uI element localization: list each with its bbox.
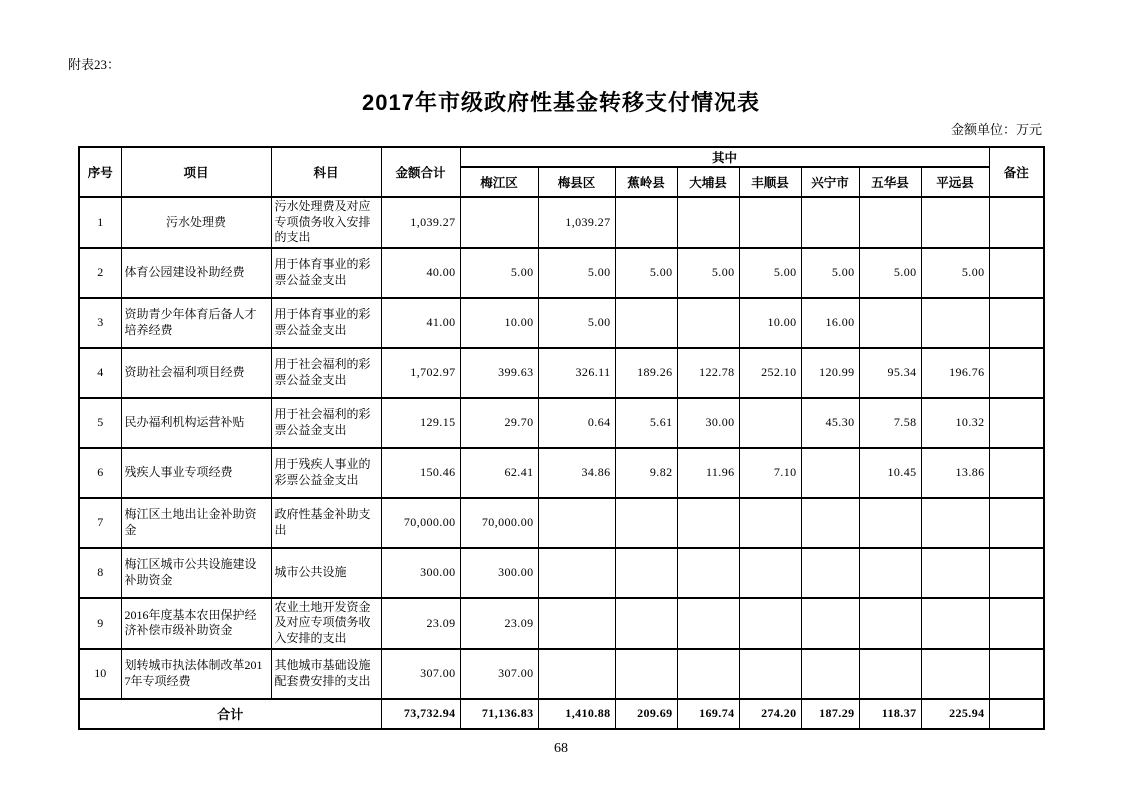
cell-region-value: 30.00 [677,398,739,448]
total-row [79,699,1044,729]
cell-region-value: 5.00 [677,248,739,298]
cell-project: 梅江区土地出让金补助资金 [121,498,271,548]
col-header-region: 梅县区 [538,167,615,197]
table-row [79,498,1044,548]
cell-subject: 城市公共设施 [271,548,381,598]
cell-region-value: 5.00 [538,298,615,348]
col-header-subject: 科目 [271,147,381,197]
cell-region-value: 45.30 [801,398,859,448]
cell-region-value [739,598,801,649]
cell-project: 梅江区城市公共设施建设补助资金 [121,548,271,598]
cell-region-value: 10.45 [859,448,921,498]
cell-region-value [921,649,989,699]
cell-seq: 10 [79,649,121,699]
table-row [79,649,1044,699]
cell-region-value: 252.10 [739,348,801,398]
cell-region-value: 29.70 [460,398,538,448]
cell-project: 民办福利机构运营补贴 [121,398,271,448]
table-row [79,248,1044,298]
cell-region-value [801,548,859,598]
cell-subject: 政府性基金补助支出 [271,498,381,548]
cell-region-value [921,197,989,248]
cell-region-value: 7.10 [739,448,801,498]
page-number: 68 [554,741,568,756]
cell-region-value: 10.00 [460,298,538,348]
cell-amount-total: 41.00 [381,298,460,348]
col-header-among: 其中 [460,147,989,167]
cell-region-value: 5.00 [859,248,921,298]
table-row [79,348,1044,398]
cell-remark [989,197,1044,248]
col-header-project: 项目 [121,147,271,197]
cell-amount-total: 70,000.00 [381,498,460,548]
col-header-amount-total: 金额合计 [381,147,460,197]
table-row [79,548,1044,598]
cell-subject: 用于残疾人事业的彩票公益金支出 [271,448,381,498]
cell-seq: 9 [79,598,121,649]
cell-seq: 7 [79,498,121,548]
cell-region-value: 5.00 [739,248,801,298]
cell-subject: 用于社会福利的彩票公益金支出 [271,398,381,448]
cell-amount-total: 40.00 [381,248,460,298]
cell-seq: 4 [79,348,121,398]
cell-amount-total: 1,039.27 [381,197,460,248]
table-row [79,197,1044,248]
cell-region-value: 5.00 [801,248,859,298]
cell-region-value [538,548,615,598]
cell-region-value [801,197,859,248]
col-header-region: 五华县 [859,167,921,197]
col-header-region: 平远县 [921,167,989,197]
appendix-label: 附表23： [68,57,121,72]
table-row [79,598,1044,649]
cell-region-value [921,598,989,649]
cell-region-value [677,197,739,248]
cell-remark [989,298,1044,348]
cell-region-value [615,598,677,649]
cell-region-value: 307.00 [460,649,538,699]
cell-region-value [739,197,801,248]
cell-region-value [859,197,921,248]
cell-region-value: 300.00 [460,548,538,598]
cell-region-value [615,498,677,548]
cell-region-value [859,548,921,598]
cell-amount-total: 300.00 [381,548,460,598]
total-region-value: 118.37 [859,699,921,729]
cell-project: 残疾人事业专项经费 [121,448,271,498]
cell-region-value: 5.00 [538,248,615,298]
total-region-value: 274.20 [739,699,801,729]
cell-region-value [859,498,921,548]
total-remark [989,699,1044,729]
cell-region-value: 326.11 [538,348,615,398]
cell-region-value [677,649,739,699]
cell-seq: 5 [79,398,121,448]
cell-region-value: 196.76 [921,348,989,398]
total-region-value: 209.69 [615,699,677,729]
cell-region-value [538,498,615,548]
cell-region-value: 1,039.27 [538,197,615,248]
cell-region-value [538,598,615,649]
cell-remark [989,348,1044,398]
cell-region-value [739,649,801,699]
total-region-value: 169.74 [677,699,739,729]
cell-region-value [677,598,739,649]
cell-region-value: 122.78 [677,348,739,398]
cell-region-value: 16.00 [801,298,859,348]
cell-project: 划转城市执法体制改革2017年专项经费 [121,649,271,699]
cell-project: 资助社会福利项目经费 [121,348,271,398]
cell-region-value [677,498,739,548]
cell-amount-total: 1,702.97 [381,348,460,398]
cell-seq: 8 [79,548,121,598]
total-label: 合计 [79,699,381,729]
cell-subject: 农业土地开发资金及对应专项债务收入安排的支出 [271,598,381,649]
col-header-region: 梅江区 [460,167,538,197]
cell-region-value: 10.00 [739,298,801,348]
cell-subject: 用于体育事业的彩票公益金支出 [271,248,381,298]
cell-region-value [859,598,921,649]
cell-project: 污水处理费 [121,197,271,248]
cell-region-value [801,598,859,649]
total-region-value: 1,410.88 [538,699,615,729]
table-row [79,448,1044,498]
cell-region-value [677,298,739,348]
cell-region-value [801,498,859,548]
cell-project: 资助青少年体育后备人才培养经费 [121,298,271,348]
cell-region-value [739,498,801,548]
table-row [79,398,1044,448]
cell-region-value [801,448,859,498]
cell-seq: 2 [79,248,121,298]
cell-remark [989,548,1044,598]
cell-region-value [677,548,739,598]
col-header-region: 兴宁市 [801,167,859,197]
cell-subject: 用于体育事业的彩票公益金支出 [271,298,381,348]
total-amount: 73,732.94 [381,699,460,729]
col-header-region: 大埔县 [677,167,739,197]
cell-region-value [739,398,801,448]
col-header-region: 丰顺县 [739,167,801,197]
cell-project: 2016年度基本农田保护经济补偿市级补助资金 [121,598,271,649]
cell-subject: 用于社会福利的彩票公益金支出 [271,348,381,398]
unit-note: 金额单位：万元 [950,122,1042,137]
cell-subject: 其他城市基础设施配套费安排的支出 [271,649,381,699]
cell-region-value [859,649,921,699]
cell-region-value [739,548,801,598]
cell-region-value: 399.63 [460,348,538,398]
page-title: 2017年市级政府性基金转移支付情况表 [362,90,760,115]
fund-transfer-table [78,146,1045,730]
cell-seq: 6 [79,448,121,498]
cell-region-value: 13.86 [921,448,989,498]
cell-remark [989,598,1044,649]
total-region-value: 71,136.83 [460,699,538,729]
cell-region-value: 9.82 [615,448,677,498]
cell-region-value [460,197,538,248]
cell-region-value: 5.00 [460,248,538,298]
cell-amount-total: 307.00 [381,649,460,699]
cell-region-value: 5.00 [615,248,677,298]
cell-region-value [538,649,615,699]
header-row-1 [79,147,1044,167]
total-region-value: 225.94 [921,699,989,729]
cell-region-value: 5.61 [615,398,677,448]
cell-region-value: 0.64 [538,398,615,448]
table-row [79,298,1044,348]
cell-remark [989,649,1044,699]
cell-region-value [615,548,677,598]
cell-amount-total: 129.15 [381,398,460,448]
cell-amount-total: 23.09 [381,598,460,649]
cell-region-value: 7.58 [859,398,921,448]
col-header-seq: 序号 [79,147,121,197]
cell-subject: 污水处理费及对应专项债务收入安排的支出 [271,197,381,248]
cell-region-value: 10.32 [921,398,989,448]
total-region-value: 187.29 [801,699,859,729]
cell-remark [989,448,1044,498]
cell-region-value: 23.09 [460,598,538,649]
cell-region-value: 11.96 [677,448,739,498]
cell-region-value [615,197,677,248]
cell-region-value: 62.41 [460,448,538,498]
cell-region-value: 95.34 [859,348,921,398]
cell-region-value [615,298,677,348]
cell-region-value [615,649,677,699]
cell-region-value: 70,000.00 [460,498,538,548]
cell-region-value: 5.00 [921,248,989,298]
cell-project: 体育公园建设补助经费 [121,248,271,298]
cell-region-value [921,498,989,548]
cell-region-value [859,298,921,348]
cell-remark [989,498,1044,548]
cell-region-value: 120.99 [801,348,859,398]
cell-seq: 3 [79,298,121,348]
cell-region-value [801,649,859,699]
cell-remark [989,398,1044,448]
cell-region-value: 189.26 [615,348,677,398]
col-header-region: 蕉岭县 [615,167,677,197]
cell-region-value: 34.86 [538,448,615,498]
cell-region-value [921,548,989,598]
cell-amount-total: 150.46 [381,448,460,498]
col-header-remark: 备注 [989,147,1044,197]
cell-seq: 1 [79,197,121,248]
cell-remark [989,248,1044,298]
cell-region-value [921,298,989,348]
